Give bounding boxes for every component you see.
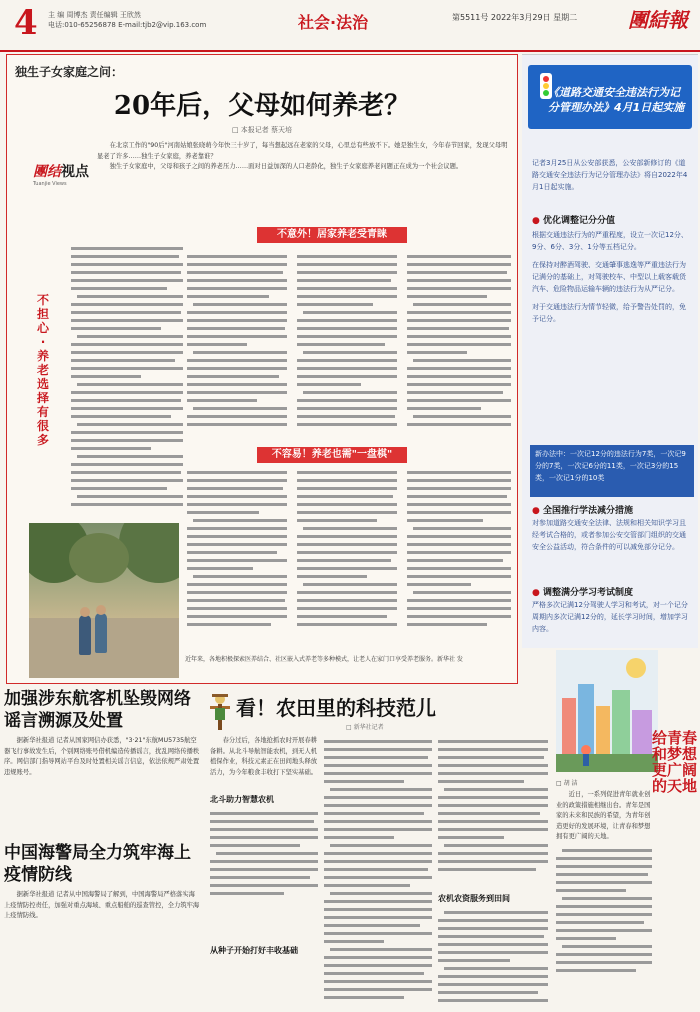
heading-adjust-points-text: 优化调整记分分值 <box>543 216 616 226</box>
article-title-rumor: 加强涉东航客机坠毁网络谣言溯源及处置 <box>4 689 191 731</box>
lower-left-articles <box>4 688 200 970</box>
text-lines-lower <box>187 467 513 647</box>
traffic-law-intro: 记者3月25日从公安部获悉，公安部新修订的《道路交通安全违法行为记分管理办法》将自2022年4月1日起实施。 <box>532 159 688 191</box>
rc-point-1: 根据交通违法行为的严重程度，设立一次记12分、9分、6分、3分、1分等五档记分。 <box>532 231 688 251</box>
heading-study-reduce <box>532 503 633 516</box>
lead-headline: 20年后，父母如何养老？ <box>113 91 411 121</box>
text-lines-col2 <box>324 736 432 1008</box>
article-title-coastguard: 中国海警局全力筑牢海上疫情防线 <box>4 843 191 885</box>
youth-title: 给青春和梦想更广阔的天地 <box>652 729 698 795</box>
views-logo-red: 團结 <box>33 164 61 180</box>
section-banner-2: 不容易！养老也需"一盘棋" <box>257 447 407 463</box>
section-banner-1: 不意外！居家养老受青睐 <box>257 227 407 243</box>
tech-farm-col-3 <box>438 736 548 1008</box>
photo-caption: 近年来，各地积极探索医养结合、社区嵌入式养老等多种模式，让老人在家门口享受养老服务。新华社 发 <box>185 656 463 663</box>
article-body-coastguard: 据新华社报道 记者从中国海警局了解到，中国海警局严格落实海上疫情防控责任，加强对重点海域、重点船舶的巡查管控，全力筑牢海上疫情防线。 <box>4 891 200 919</box>
issue-info: 第5511号 2022年3月29日 星期二 <box>452 13 578 22</box>
newspaper-logo: 團結報 <box>628 8 688 32</box>
subhead-beidou: 北斗助力智慧农机 <box>210 795 274 804</box>
youth-body: 近日，一系列促进青年就业创业的政策措施相继出台。青年是国家的未来和民族的希望，为青年创造更好的发展环境，让青春和梦想拥有更广阔的天地。 <box>556 791 651 840</box>
rc-point-2: 在保持对醉酒驾驶、交通肇事逃逸等严重违法行为记满分的基础上，对驾驶校车、中型以上载客载货汽车、危险物品运输车辆的违法行为从严记分。 <box>532 261 686 293</box>
lead-column-1 <box>71 245 183 515</box>
rc-study-reduce: 对参加道路交通安全法律、法规和相关知识学习且经考试合格的，或者参加公安交管部门组织的交通安全公益活动，符合条件的可以减免部分记分。 <box>532 519 686 551</box>
text-lines-upper <box>187 247 513 437</box>
rc-point-3: 对于交通违法行为情节轻微，给予警告处罚的，免予记分。 <box>532 303 686 323</box>
rc-points-list <box>532 229 692 325</box>
youth-byline: □ 胡 洁 <box>556 780 578 787</box>
tech-farm-col-2 <box>324 736 432 1008</box>
lower-right-article <box>556 650 698 1012</box>
traffic-law-banner-text: 《道路交通安全违法行为记分管理办法》4月1日起实施 <box>548 86 685 114</box>
heading-full-points-text: 调整满分学习考试制度 <box>543 588 634 598</box>
views-logo-dark: 视点 <box>61 164 89 180</box>
article-title-tech-farm: 看！农田里的科技范儿 <box>236 696 436 720</box>
lower-middle-article <box>206 688 551 1012</box>
vertical-subtitle: 不担心·养老选择有很多 <box>36 293 49 447</box>
tech-farm-col-1 <box>210 736 318 1008</box>
subhead-services: 农机农资服务到田间 <box>438 894 510 903</box>
text-lines-youth <box>556 843 652 993</box>
intro-paragraph: 在北京工作的"90后"河南姑娘张晓萌今年快三十岁了，每当想起远在老家的父母，心里总有些放不下。她是独生女，今年春节回家，发现父母明显老了许多……独生子女家庭，养老靠谁？ <box>97 142 508 160</box>
city-skyline-icon <box>556 650 658 772</box>
text-lines-col3 <box>438 736 548 886</box>
section-marker-icon: ● <box>532 216 543 226</box>
intro-paragraph-2: 独生子女家庭中，父母和孩子之间的养老压力……面对日益加深的人口老龄化，独生子女家庭养老问题正在成为一个社会议题。 <box>109 163 463 170</box>
article-byline-tech-farm: □ 新华社记者 <box>346 724 384 731</box>
scarecrow-icon <box>208 692 232 732</box>
section-title: 社会·法治 <box>298 13 369 32</box>
rc-note-text: 新办法中：一次记12分的违法行为7类，一次记9分的7类，一次记6分的11类，一次记3分的15类，一次记1分的10类 <box>535 450 686 482</box>
article-body-rumor: 据新华社报道 记者从国家网信办获悉，"3·21"东航MU5735航空器飞行事故发生后，个别网络账号借机编造传播谣言，扰乱网络传播秩序。网信部门指导网站平台及时处置相关谣言信息，依法依规严肃处置违规账号。 <box>4 737 200 776</box>
editor-line: 主 编 周博杰 责任编辑 王欣然 <box>48 11 141 19</box>
text-lines-col3b <box>438 907 548 1008</box>
tech-farm-body: 春分过后，各地抢抓农时开展春耕备耕。从北斗导航智能农机，到无人机植保作业，科技元素正在田间地头释放活力，为今年粮食丰收打下坚实基础。 <box>210 737 318 776</box>
youth-body-wrap <box>556 790 652 1010</box>
page-number: 4 <box>14 3 38 43</box>
lead-columns-upper <box>187 247 513 437</box>
rc-note-box <box>530 445 694 497</box>
heading-study-reduce-text: 全国推行学法减分措施 <box>543 506 634 516</box>
heading-full-points <box>532 585 633 598</box>
lead-kicker: 独生子女家庭之问： <box>15 65 124 79</box>
right-column-article <box>522 54 698 648</box>
phone-line: 电话:010-65256878 E-mail:tjb2@vip.163.com <box>48 21 207 29</box>
views-logo-sub: Tuanjie Views <box>33 181 67 187</box>
lead-intro <box>97 141 512 173</box>
elderly-couple-photo <box>29 523 179 678</box>
section-marker-icon: ● <box>532 588 543 598</box>
lead-columns-lower <box>187 467 513 647</box>
youth-city-illustration <box>556 650 658 772</box>
lead-byline: □ 本报记者 蔡天培 <box>231 126 293 134</box>
subhead-seeds: 从种子开始打好丰收基础 <box>210 946 298 955</box>
section-marker-icon: ● <box>532 506 543 516</box>
rc-full-points: 严格多次记满12分驾驶人学习和考试，对一个记分周期内多次记满12分的，延长学习时间，增加学习内容。 <box>532 601 688 633</box>
lead-article <box>6 54 518 684</box>
page-header <box>0 0 700 52</box>
tuanjie-views-logo <box>33 161 103 201</box>
heading-adjust-points <box>532 213 615 226</box>
editor-info <box>48 10 206 30</box>
text-lines-col1 <box>210 808 318 938</box>
traffic-law-banner <box>528 65 692 129</box>
text-lines <box>71 245 183 515</box>
